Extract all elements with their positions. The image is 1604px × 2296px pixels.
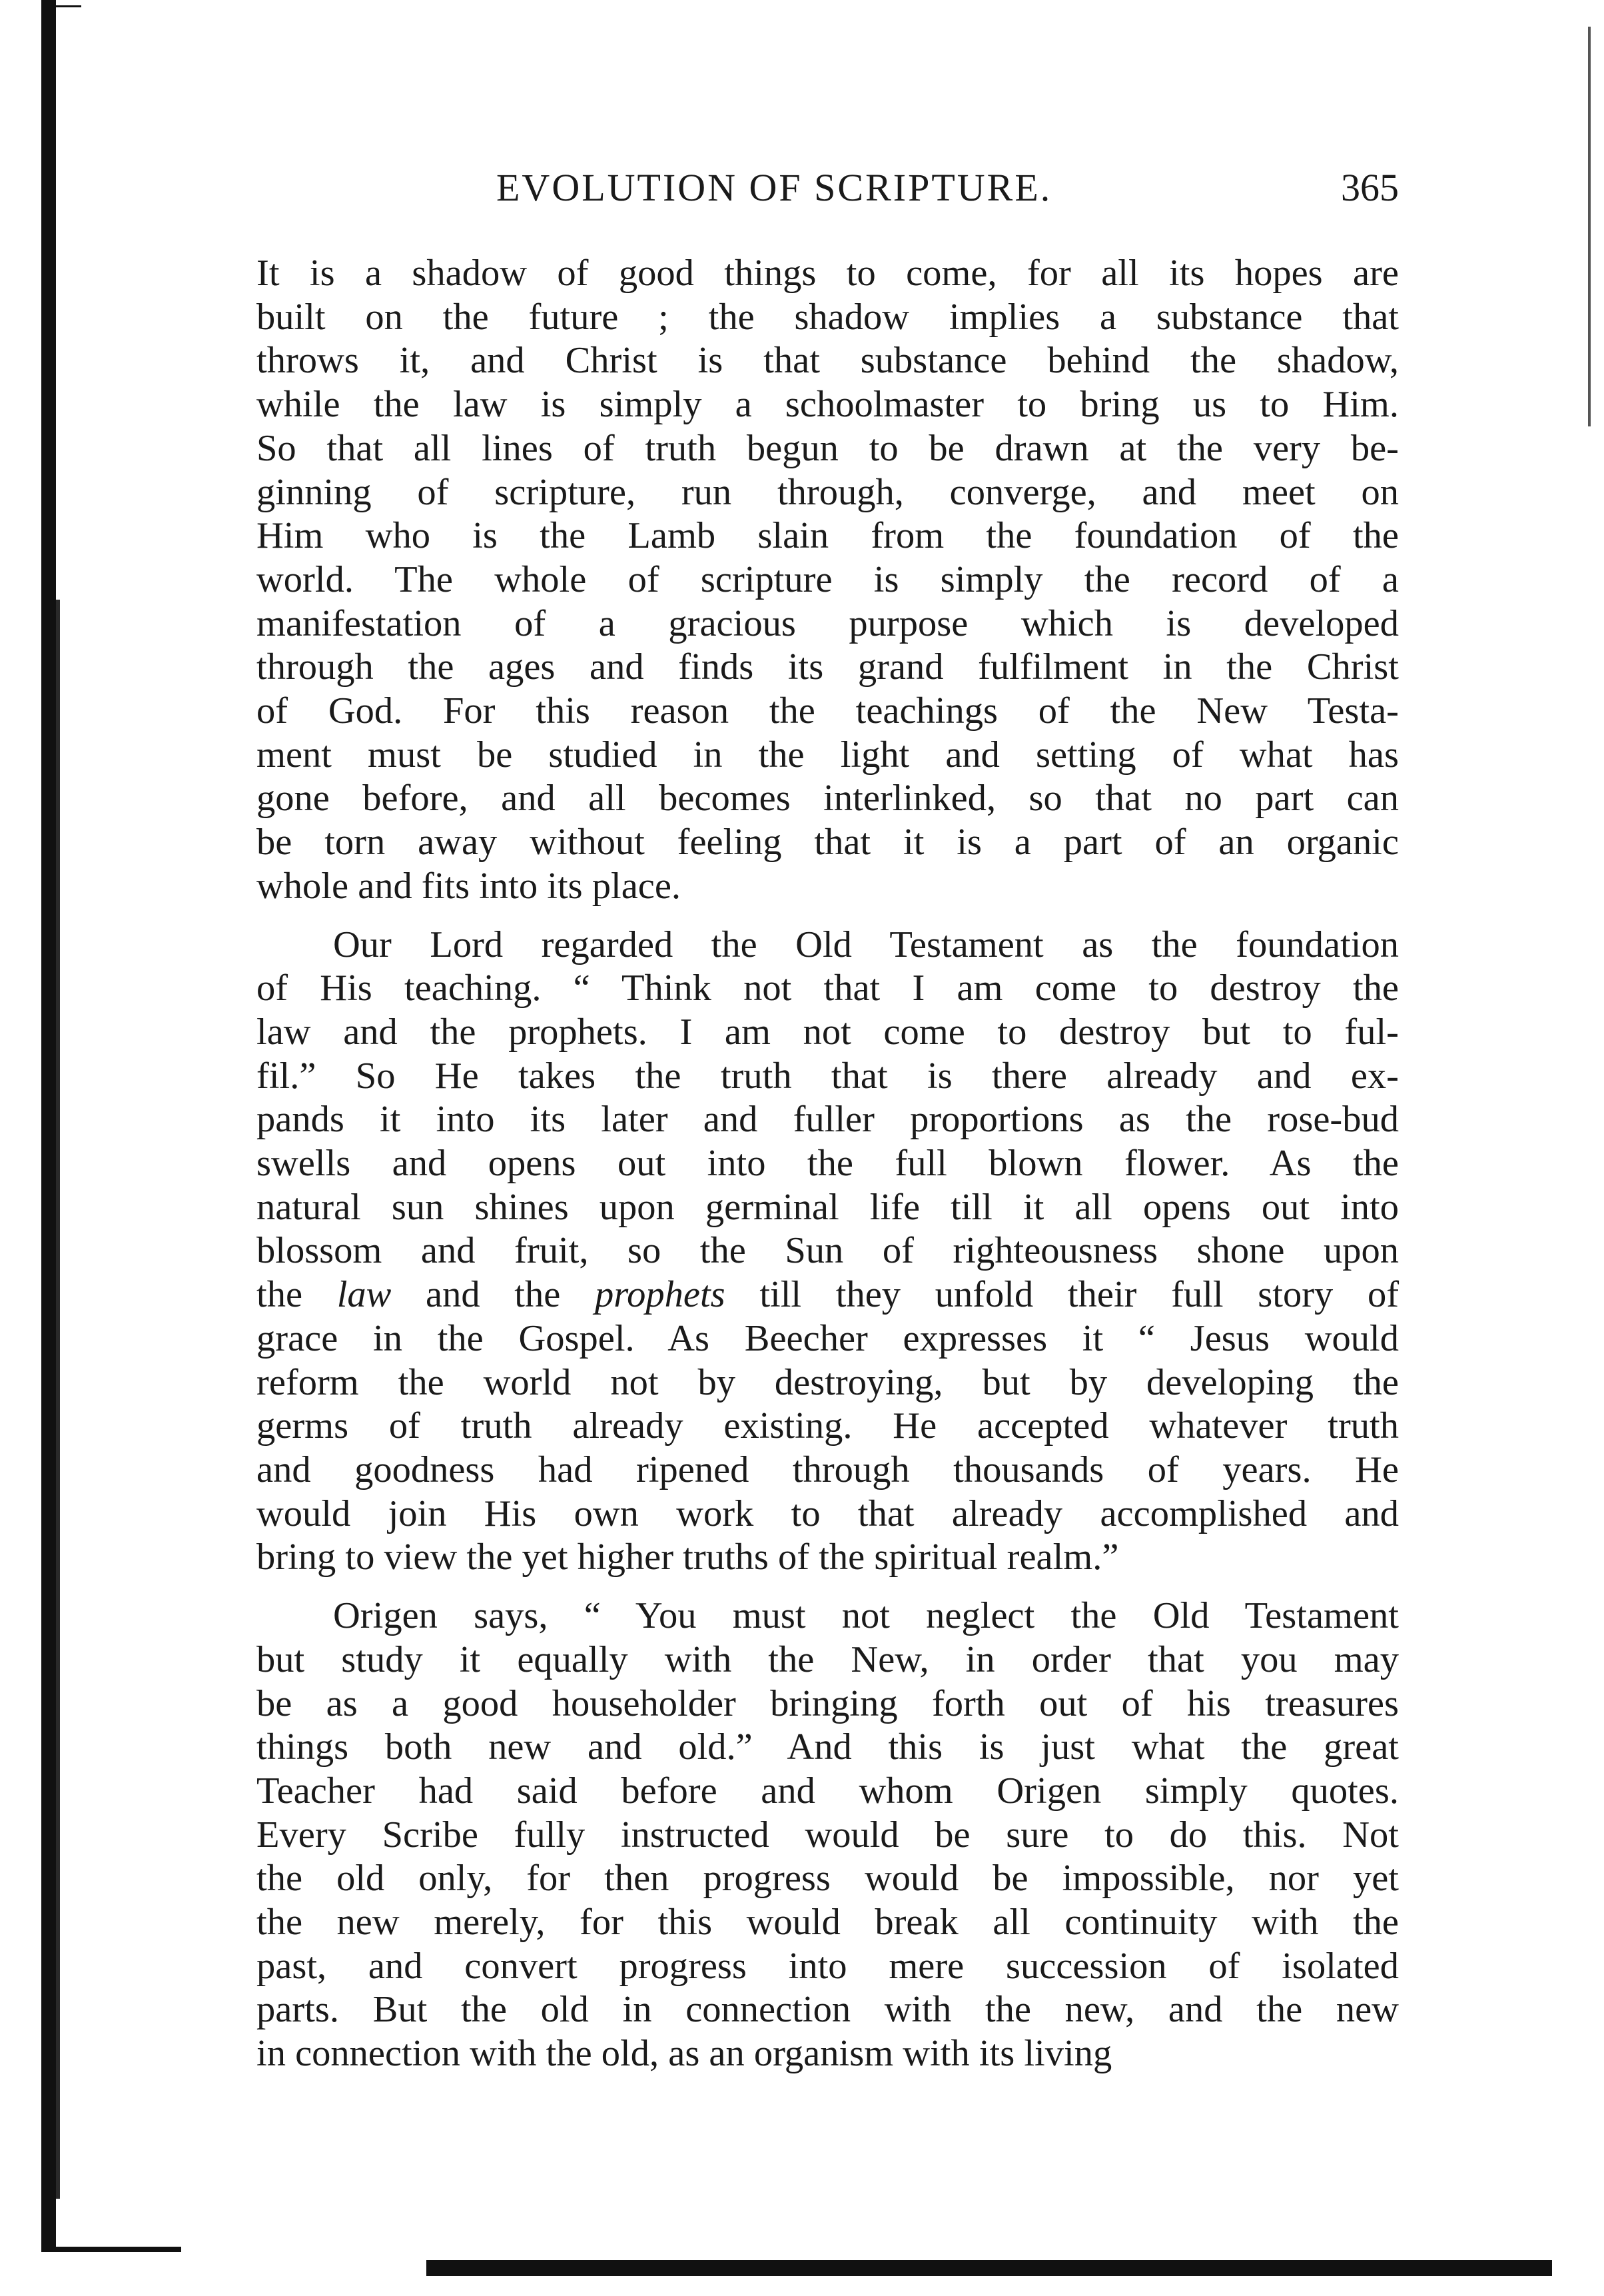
text-run: through the ages and finds its grand fulfilment in the Christ xyxy=(256,646,1399,688)
text-run: ginning of scripture, run through, converge, and meet on xyxy=(256,471,1399,513)
text-run: Teacher had said before and whom Origen simply quotes. xyxy=(256,1770,1399,1812)
text-run: world. The whole of scripture is simply the record of a xyxy=(256,558,1399,600)
text-run: pands it into its later and fuller proportions as the rose-bud xyxy=(256,1099,1399,1141)
text-run: Our Lord regarded the Old Testament as the foundation xyxy=(333,923,1399,965)
text-line xyxy=(256,1098,1399,1142)
text-line xyxy=(256,1988,1399,2032)
text-line xyxy=(256,2032,1399,2076)
text-line xyxy=(256,777,1399,821)
text-line xyxy=(256,427,1399,471)
text-line xyxy=(256,383,1399,427)
running-title: EVOLUTION OF SCRIPTURE. xyxy=(496,166,1052,209)
text-run: would join His own work to that already accomplished and xyxy=(256,1492,1399,1534)
text-line xyxy=(256,821,1399,865)
text-line xyxy=(256,1186,1399,1230)
text-line xyxy=(256,1638,1399,1682)
text-run: reform the world not by destroying, but by developing the xyxy=(256,1361,1399,1403)
scan-bottom-edge xyxy=(426,2260,1552,2276)
text-run: manifestation of a gracious purpose which is developed xyxy=(256,602,1399,644)
text-run: built on the future ; the shadow implies a substance that xyxy=(256,296,1399,338)
text-line xyxy=(256,1945,1399,1989)
text-run: parts. But the old in connection with the new, and the new xyxy=(256,1989,1399,2031)
text-run: It is a shadow of good things to come, for all its hopes are xyxy=(256,253,1399,294)
text-line xyxy=(256,339,1399,383)
page-header xyxy=(256,165,1399,212)
binding-shadow xyxy=(41,0,56,2252)
scan-corner-mark xyxy=(41,5,81,7)
text-run: of His teaching. “ Think not that I am come to destroy the xyxy=(256,967,1399,1009)
text-run: Him who is the Lamb slain from the foundation of the xyxy=(256,515,1399,557)
text-run: blossom and fruit, so the Sun of righteousness shone upon xyxy=(256,1230,1399,1272)
text-run: fil.” So He takes the truth that is there already and ex- xyxy=(256,1055,1399,1097)
text-line xyxy=(256,1536,1399,1580)
text-line xyxy=(256,252,1399,296)
text-run: but study it equally with the New, in order that you may xyxy=(256,1638,1399,1680)
text-line xyxy=(256,1594,1399,1638)
text-line xyxy=(256,1901,1399,1945)
text-run: till they unfold their full story of xyxy=(725,1274,1400,1316)
text-line xyxy=(256,471,1399,515)
text-run: bring to view the yet higher truths of the spiritual realm.” xyxy=(256,1536,1119,1578)
paragraph xyxy=(256,923,1399,1580)
text-line xyxy=(256,1317,1399,1361)
text-run: and the xyxy=(391,1274,595,1316)
text-run: ment must be studied in the light and setting of what has xyxy=(256,734,1399,776)
scan-right-edge xyxy=(1588,27,1591,426)
text-line xyxy=(256,558,1399,602)
binding-shadow-inner xyxy=(56,600,60,2199)
text-run: be as a good householder bringing forth out of his treasures xyxy=(256,1682,1399,1724)
italic-text: prophets xyxy=(594,1274,725,1316)
text-run: Every Scribe fully instructed would be sure to do this. Not xyxy=(256,1814,1399,1856)
text-line xyxy=(256,1361,1399,1405)
text-run: gone before, and all becomes interlinked, so that no part can xyxy=(256,778,1399,820)
text-line xyxy=(256,602,1399,646)
paragraph xyxy=(256,252,1399,909)
text-line xyxy=(256,1405,1399,1448)
text-run: while the law is simply a schoolmaster to bring us to Him. xyxy=(256,384,1399,426)
italic-text: law xyxy=(336,1274,392,1316)
text-run: and goodness had ripened through thousands of years. He xyxy=(256,1448,1399,1490)
text-line xyxy=(256,1229,1399,1273)
text-line xyxy=(256,967,1399,1011)
text-run: natural sun shines upon germinal life till it all opens out into xyxy=(256,1186,1399,1228)
text-line xyxy=(256,1857,1399,1901)
text-run: So that all lines of truth begun to be drawn at the very be- xyxy=(256,427,1399,469)
text-run: Origen says, “ You must not neglect the Old Testament xyxy=(333,1595,1399,1637)
text-run: swells and opens out into the full blown flower. As the xyxy=(256,1143,1399,1185)
text-run: throws it, and Christ is that substance behind the shadow, xyxy=(256,340,1399,382)
text-line xyxy=(256,1273,1399,1317)
page-number: 365 xyxy=(1341,166,1399,209)
text-line xyxy=(256,1055,1399,1099)
text-line xyxy=(256,865,1399,909)
text-line xyxy=(256,690,1399,734)
paragraph xyxy=(256,1594,1399,2076)
text-line xyxy=(256,1814,1399,1858)
text-line xyxy=(256,1011,1399,1055)
text-line xyxy=(256,1448,1399,1492)
text-run: grace in the Gospel. As Beecher expresses it “ Jesus would xyxy=(256,1317,1399,1359)
text-run: the old only, for then progress would be impossible, nor yet xyxy=(256,1858,1399,1900)
text-line xyxy=(256,1142,1399,1186)
body-text xyxy=(256,252,1399,2076)
text-line xyxy=(256,1492,1399,1536)
text-line xyxy=(256,296,1399,340)
text-line xyxy=(256,1726,1399,1770)
text-run: whole and fits into its place. xyxy=(256,865,681,907)
text-run: the xyxy=(256,1274,337,1316)
text-run: of God. For this reason the teachings of the New Testa- xyxy=(256,690,1399,732)
text-line xyxy=(256,514,1399,558)
text-run: germs of truth already existing. He accepted whatever truth xyxy=(256,1405,1399,1447)
text-run: the new merely, for this would break all continuity with the xyxy=(256,1902,1399,1944)
text-run: law and the prophets. I am not come to destroy but to ful- xyxy=(256,1011,1399,1053)
text-line xyxy=(256,1682,1399,1726)
scan-foot-mark xyxy=(41,2247,181,2252)
text-run: be torn away without feeling that it is a part of an organic xyxy=(256,822,1399,863)
text-line xyxy=(256,646,1399,690)
text-run: past, and convert progress into mere succession of isolated xyxy=(256,1945,1399,1987)
text-line xyxy=(256,923,1399,967)
text-line xyxy=(256,1770,1399,1814)
text-run: things both new and old.” And this is just what the great xyxy=(256,1726,1399,1768)
text-run: in connection with the old, as an organism with its living xyxy=(256,2033,1112,2075)
text-line xyxy=(256,734,1399,778)
